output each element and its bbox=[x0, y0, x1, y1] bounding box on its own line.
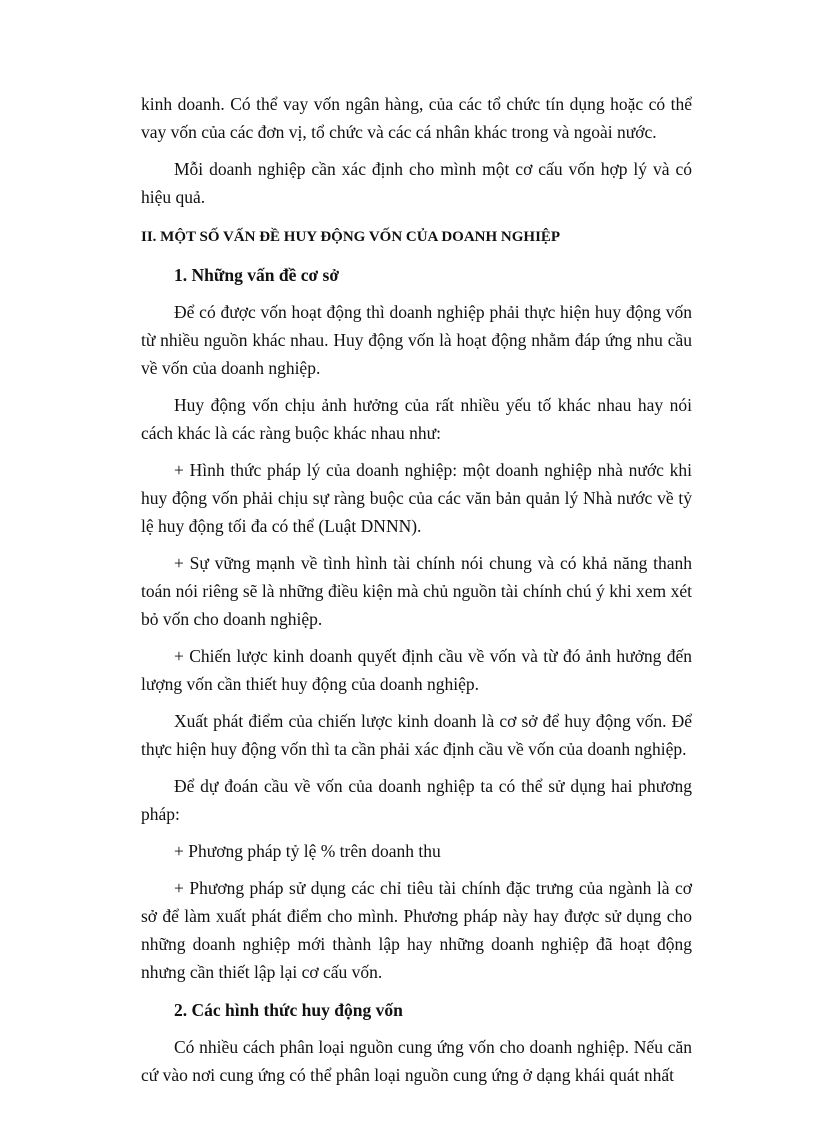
paragraph-capital-structure: Mỗi doanh nghiệp cần xác định cho mình một cơ cấu vốn hợp lý và có hiệu quả. bbox=[141, 159, 692, 207]
paragraph-legal-form: + Hình thức pháp lý của doanh nghiệp: một doanh nghiệp nhà nước khi huy động vốn phải chịu sự ràng buộc của các văn bản quản lý Nhà nước về tỷ lệ huy động tối đa có thể (Luật DNNN). bbox=[141, 460, 692, 536]
document-page bbox=[141, 90, 692, 1089]
paragraph-constraints: Huy động vốn chịu ảnh hưởng của rất nhiều yếu tố khác nhau hay nói cách khác là các ràng buộc khác nhau như: bbox=[141, 395, 692, 443]
section-heading: II. MỘT SỐ VẤN ĐỀ HUY ĐỘNG VỐN CỦA DOANH NGHIỆP bbox=[141, 229, 561, 245]
paragraph-method-indicators: + Phương pháp sử dụng các chỉ tiêu tài chính đặc trưng của ngành là cơ sở để làm xuất phát điểm cho mình. Phương pháp này hay được sử dụng cho những doanh nghiệp mới thành lập hay những doanh nghiệp đã hoạt động nhưng cần thiết lập lại cơ cấu vốn. bbox=[141, 878, 692, 982]
paragraph-capital-raising: Để có được vốn hoạt động thì doanh nghiệp phải thực hiện huy động vốn từ nhiều nguồn khác nhau. Huy động vốn là hoạt động nhằm đáp ứng nhu cầu về vốn của doanh nghiệp. bbox=[141, 302, 692, 378]
paragraph-financial-strength: + Sự vững mạnh về tình hình tài chính nói chung và có khả năng thanh toán nói riêng sẽ là những điều kiện mà chủ nguồn tài chính chú ý khi xem xét bỏ vốn cho doanh nghiệp. bbox=[141, 553, 692, 629]
paragraph-forecast-methods: Để dự đoán cầu về vốn của doanh nghiệp ta có thể sử dụng hai phương pháp: bbox=[141, 776, 692, 824]
subsection-heading-forms: 2. Các hình thức huy động vốn bbox=[174, 1000, 403, 1020]
paragraph-continuation: kinh doanh. Có thể vay vốn ngân hàng, của các tổ chức tín dụng hoặc có thể vay vốn của các đơn vị, tổ chức và các cá nhân khác trong và ngoài nước. bbox=[141, 94, 692, 142]
paragraph-classification: Có nhiều cách phân loại nguồn cung ứng vốn cho doanh nghiệp. Nếu căn cứ vào nơi cung ứng có thể phân loại nguồn cung ứng ở dạng khái quát nhất bbox=[141, 1037, 692, 1085]
subsection-heading-basics: 1. Những vấn đề cơ sở bbox=[174, 265, 340, 285]
paragraph-business-strategy: + Chiến lược kinh doanh quyết định cầu về vốn và từ đó ảnh hưởng đến lượng vốn cần thiết huy động của doanh nghiệp. bbox=[141, 646, 692, 694]
paragraph-method-revenue: + Phương pháp tỷ lệ % trên doanh thu bbox=[174, 841, 441, 861]
paragraph-starting-point: Xuất phát điểm của chiến lược kinh doanh là cơ sở để huy động vốn. Để thực hiện huy động vốn thì ta cần phải xác định cầu về vốn của doanh nghiệp. bbox=[141, 711, 692, 759]
